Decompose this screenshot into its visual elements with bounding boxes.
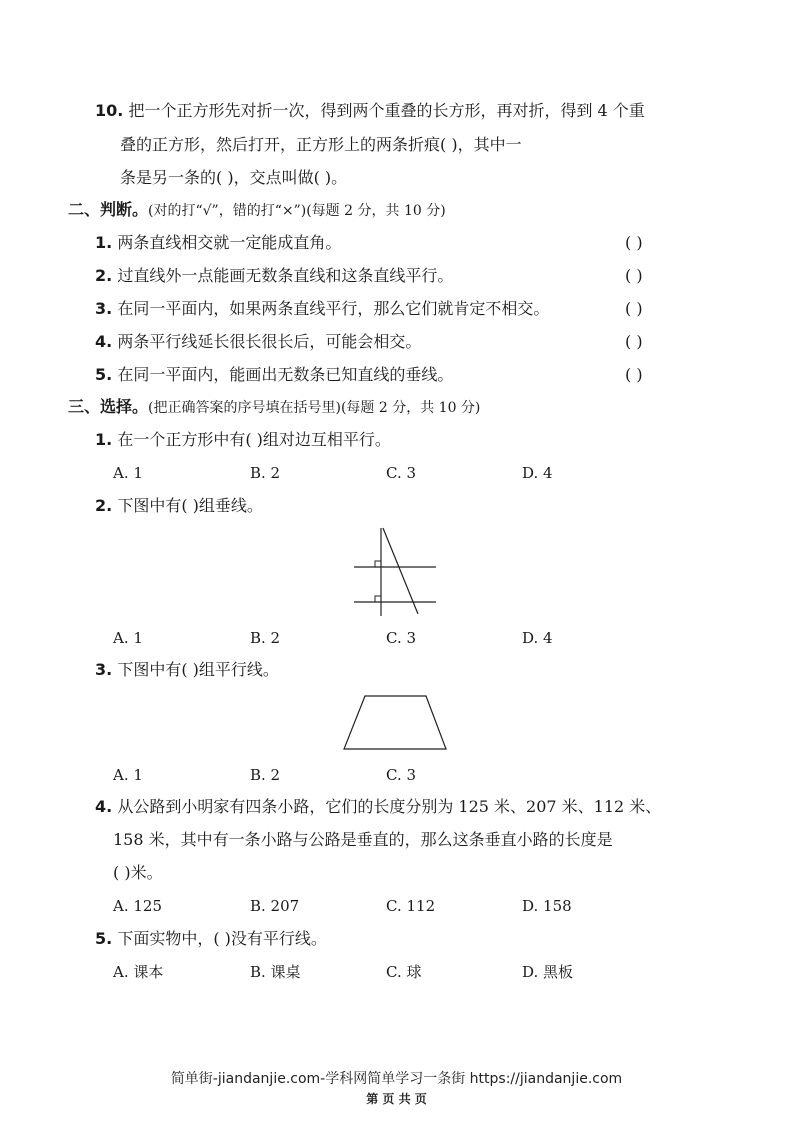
section3-note: (把正确答案的序号填在括号里)(每题 2 分，共 10 分): [148, 400, 481, 416]
judge-item-number: 2.: [95, 266, 113, 285]
option-a[interactable]: A. 125: [113, 897, 162, 915]
judge-item-number: 3.: [95, 299, 113, 318]
footer-site-link[interactable]: 简单街-jiandanjie.com-学科网简单学习一条街 https://jiandanjie.com: [170, 1071, 623, 1087]
option-a[interactable]: A. 课本: [113, 963, 164, 981]
judge-item-number: 1.: [95, 233, 113, 252]
section2-title: 二、判断。: [68, 200, 149, 219]
section3-title: 三、选择。: [68, 397, 149, 416]
option-d[interactable]: D. 4: [522, 629, 553, 647]
judge-item-text: 两条平行线延长很长很长后，可能会相交。: [117, 332, 422, 351]
choice-q1: [95, 430, 391, 450]
section3-heading: [68, 397, 480, 418]
judge-answer-paren-3[interactable]: ( ): [625, 299, 643, 318]
choice-q4-text-3: ( )米。: [113, 863, 163, 882]
option-b[interactable]: B. 2: [250, 464, 281, 482]
judge-answer-paren-1[interactable]: ( ): [625, 233, 643, 252]
judge-item-1: [95, 233, 341, 253]
perpendicular-lines-figure: [348, 526, 442, 618]
choice-q5-text: 下面实物中，( )没有平行线。: [117, 929, 327, 948]
judge-answer-paren-4[interactable]: ( ): [625, 332, 643, 351]
option-c[interactable]: C. 3: [386, 629, 417, 647]
judge-answer-paren-2[interactable]: ( ): [625, 266, 643, 285]
footer-page-number: 第 页 共 页: [366, 1092, 427, 1106]
choice-q1-number: 1.: [95, 430, 113, 449]
q10-text-1: 把一个正方形先对折一次，得到两个重叠的长方形，再对折，得到 4 个重: [128, 101, 645, 120]
choice-q2: [95, 496, 263, 516]
judge-answer-paren-5[interactable]: ( ): [625, 365, 643, 384]
section2-note: (对的打“√”，错的打“×”)(每题 2 分，共 10 分): [148, 203, 446, 219]
choice-q1-text: 在一个正方形中有( )组对边互相平行。: [117, 430, 391, 449]
q10-number: 10.: [95, 101, 124, 120]
trapezoid-shape: [344, 696, 446, 749]
option-a[interactable]: A. 1: [113, 629, 143, 647]
option-b[interactable]: B. 2: [250, 629, 281, 647]
option-d[interactable]: D. 4: [522, 464, 553, 482]
judge-item-text: 过直线外一点能画无数条直线和这条直线平行。: [117, 266, 454, 285]
q10-line1: [95, 101, 645, 121]
slanted-line: [383, 528, 418, 614]
q10-line3: 条是另一条的( )，交点叫做( )。: [120, 168, 348, 187]
choice-q4-text-2: 158 米，其中有一条小路与公路是垂直的，那么这条垂直小路的长度是: [113, 830, 613, 849]
choice-q3: [95, 660, 279, 680]
q10-line2: 叠的正方形，然后打开，正方形上的两条折痕( )，其中一: [120, 135, 522, 154]
judge-item-text: 两条直线相交就一定能成直角。: [117, 233, 342, 252]
choice-q5: [95, 929, 327, 949]
choice-q3-number: 3.: [95, 660, 113, 679]
judge-item-text: 在同一平面内，能画出无数条已知直线的垂线。: [117, 365, 454, 384]
judge-item-5: [95, 365, 453, 385]
trapezoid-figure: [340, 692, 450, 752]
judge-item-text: 在同一平面内，如果两条直线平行，那么它们就肯定不相交。: [117, 299, 550, 318]
option-b[interactable]: B. 207: [250, 897, 300, 915]
option-b[interactable]: B. 2: [250, 766, 281, 784]
choice-q2-text: 下图中有( )组垂线。: [117, 496, 263, 515]
option-c[interactable]: C. 3: [386, 464, 417, 482]
option-c[interactable]: C. 112: [386, 897, 436, 915]
option-a[interactable]: A. 1: [113, 766, 143, 784]
option-c[interactable]: C. 球: [386, 963, 422, 981]
option-c[interactable]: C. 3: [386, 766, 417, 784]
choice-q3-text: 下图中有( )组平行线。: [117, 660, 279, 679]
judge-item-number: 4.: [95, 332, 113, 351]
choice-q4-text-1: 从公路到小明家有四条小路，它们的长度分别为 125 米、207 米、112 米、: [117, 797, 662, 816]
judge-item-3: [95, 299, 549, 319]
option-b[interactable]: B. 课桌: [250, 963, 301, 981]
section2-heading: [68, 200, 446, 221]
judge-item-2: [95, 266, 453, 286]
choice-q4: [95, 797, 661, 817]
right-angle-mark-bottom: [375, 596, 381, 602]
option-d[interactable]: D. 黑板: [522, 963, 574, 981]
option-d[interactable]: D. 158: [522, 897, 572, 915]
choice-q5-number: 5.: [95, 929, 113, 948]
choice-q4-number: 4.: [95, 797, 113, 816]
judge-item-number: 5.: [95, 365, 113, 384]
choice-q2-number: 2.: [95, 496, 113, 515]
option-a[interactable]: A. 1: [113, 464, 143, 482]
judge-item-4: [95, 332, 421, 352]
right-angle-mark-top: [375, 561, 381, 567]
